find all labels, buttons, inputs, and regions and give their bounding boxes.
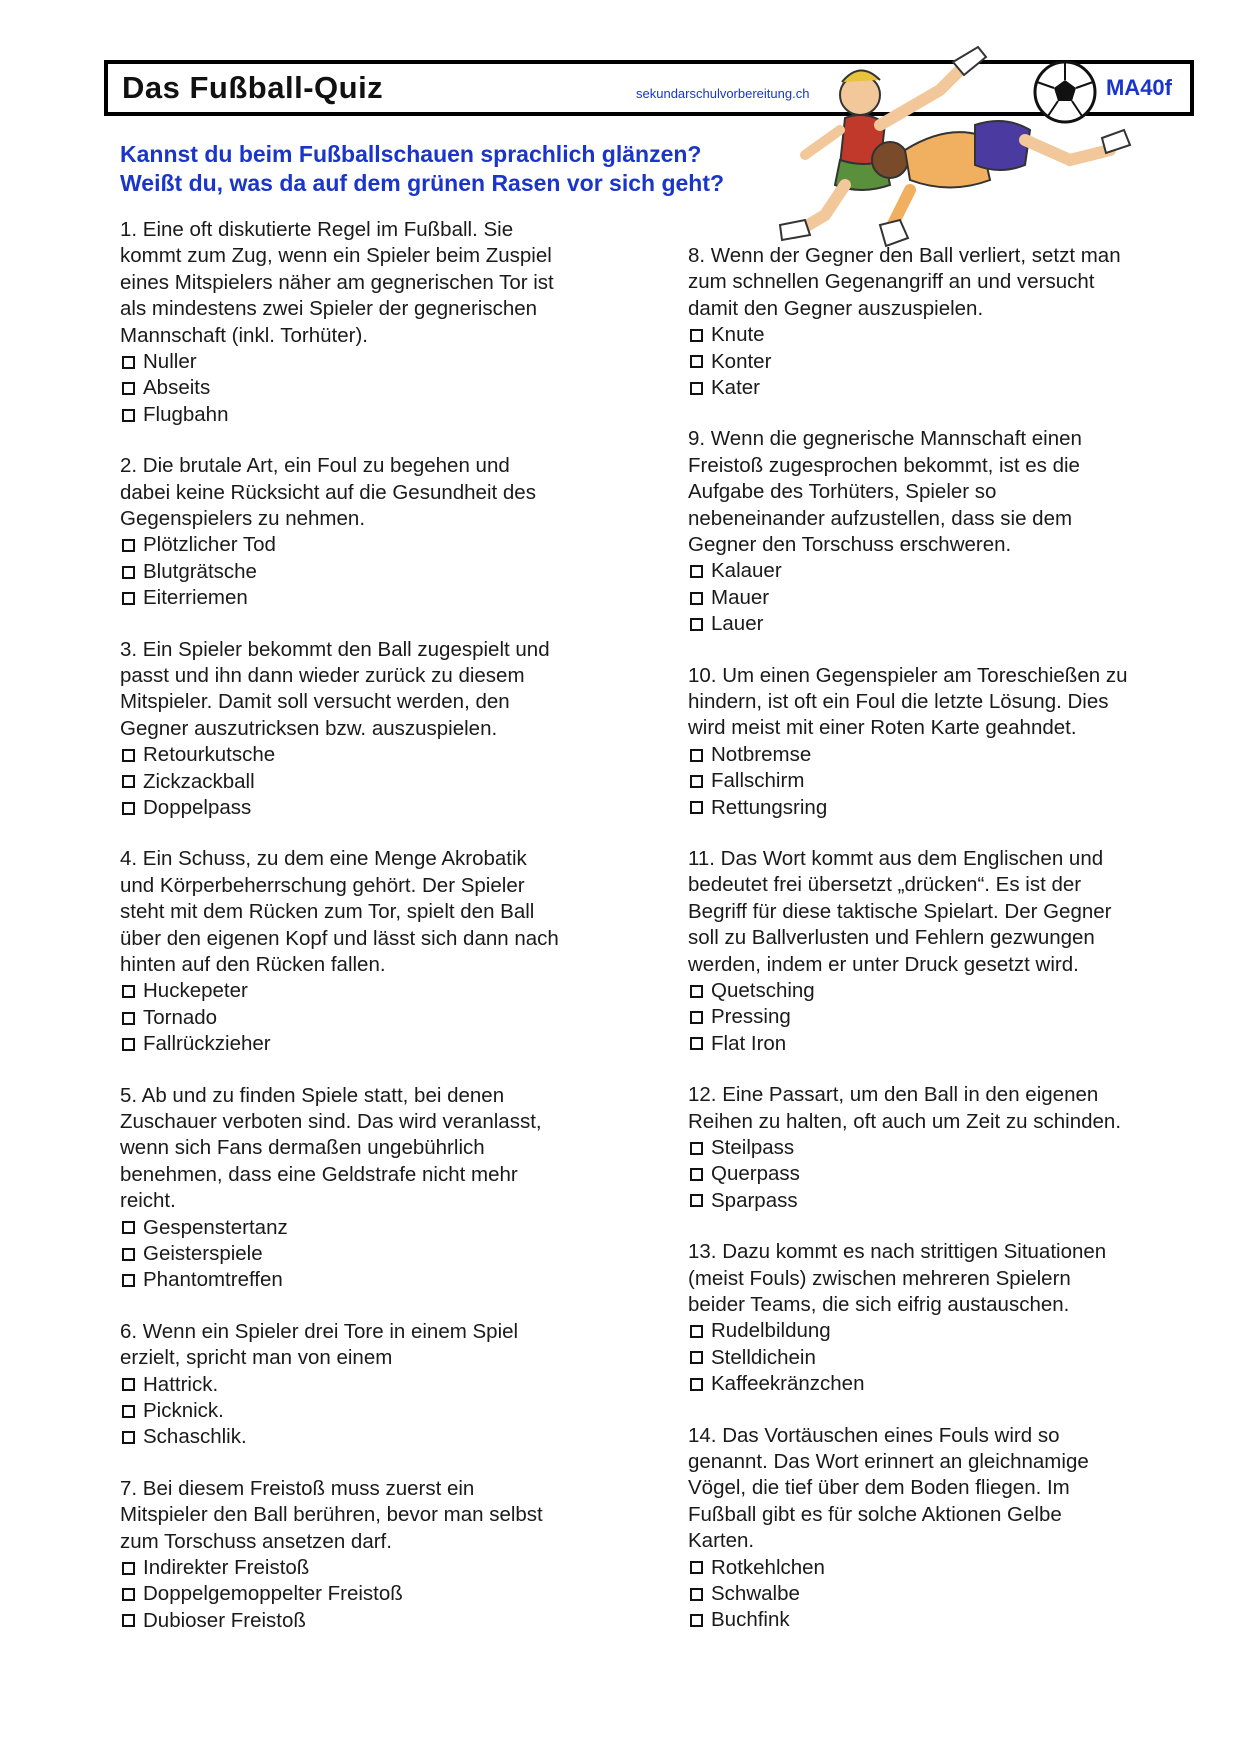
question-text-line: 8. Wenn der Gegner den Ball verliert, setzt man: [688, 244, 1121, 267]
left-column: [120, 217, 640, 1659]
question-text-line: nebeneinander aufzustellen, dass sie dem: [688, 506, 1073, 530]
question-text-line: Vögel, die tief über dem Boden fliegen. Im: [688, 1476, 1070, 1500]
question-text-line: Gegner auszutricksen bzw. auszuspielen.: [120, 716, 498, 740]
question-text-line: 6. Wenn ein Spieler drei Tore in einem Spiel: [120, 1319, 519, 1343]
question-text-line: Reihen zu halten, oft auch um Zeit zu schinden.: [688, 1109, 1122, 1133]
question-1: [120, 217, 640, 428]
question-text-line: wenn sich Fans dermaßen ungebührlich: [120, 1136, 485, 1160]
answer-option-label: Rudelbildung: [711, 1319, 831, 1343]
question-text-line: passt und ihn dann wieder zurück zu diesem: [120, 664, 525, 687]
question-text-line: steht mit dem Rücken zum Tor, spielt den Ball: [120, 900, 535, 924]
checkbox-icon[interactable]: [122, 539, 135, 552]
answer-option-label: Fallschirm: [711, 769, 805, 793]
answer-option-label: Schwalbe: [711, 1581, 800, 1605]
question-text-line: (meist Fouls) zwischen mehreren Spielern: [688, 1266, 1071, 1290]
answer-option[interactable]: [120, 1555, 640, 1581]
question-7: [120, 1476, 640, 1634]
question-text-line: 13. Dazu kommt es nach strittigen Situationen: [688, 1240, 1107, 1264]
question-text-line: Aufgabe des Torhüters, Spieler so: [688, 480, 997, 504]
answer-option[interactable]: [688, 558, 1208, 584]
question-8: [688, 243, 1208, 401]
intro-line-2: Weißt du, was da auf dem grünen Rasen vor sich geht?: [120, 170, 725, 196]
answer-option-label: Picknick.: [143, 1399, 224, 1422]
question-text-line: hinten auf den Rücken fallen.: [120, 953, 386, 977]
question-text-line: wird meist mit einer Roten Karte geahndet.: [688, 716, 1077, 740]
answer-option-label: Flat Iron: [711, 1031, 787, 1055]
checkbox-icon[interactable]: [690, 382, 703, 395]
answer-option-label: Doppelpass: [143, 796, 252, 819]
question-text-line: reicht.: [120, 1189, 176, 1213]
answer-option[interactable]: [120, 1372, 640, 1398]
checkbox-icon[interactable]: [122, 985, 135, 998]
answer-option-label: Buchfink: [711, 1608, 790, 1632]
question-text-line: Mitspieler. Damit soll versucht werden, den: [120, 690, 510, 714]
question-2: [120, 453, 640, 611]
answer-option[interactable]: [120, 585, 640, 611]
answer-option[interactable]: [120, 375, 640, 401]
checkbox-icon[interactable]: [122, 1588, 135, 1601]
answer-option-label: Konter: [711, 349, 772, 373]
question-text-line: Fußball gibt es für solche Aktionen Gelbe: [688, 1502, 1062, 1526]
answer-option-label: Querpass: [711, 1162, 800, 1186]
checkbox-icon[interactable]: [122, 1378, 135, 1391]
checkbox-icon[interactable]: [690, 985, 703, 998]
worksheet-code: MA40f: [1105, 75, 1172, 100]
question-11: [688, 846, 1208, 1057]
answer-option-label: Kaffeekränzchen: [711, 1372, 865, 1396]
checkbox-icon[interactable]: [122, 356, 135, 369]
soccer-players-icon: [770, 40, 1150, 255]
checkbox-icon[interactable]: [690, 1614, 703, 1627]
question-text-line: Zuschauer verboten sind. Das wird veranlasst,: [120, 1110, 542, 1133]
answer-option[interactable]: [688, 1188, 1208, 1214]
answer-option-label: Blutgrätsche: [143, 559, 257, 583]
question-text-line: 7. Bei diesem Freistoß muss zuerst ein: [120, 1476, 475, 1500]
answer-option[interactable]: [120, 1005, 640, 1031]
checkbox-icon[interactable]: [122, 1614, 135, 1627]
answer-option[interactable]: [120, 978, 640, 1004]
answer-option-label: Nuller: [143, 350, 197, 374]
question-3: [120, 637, 640, 822]
answer-option-label: Lauer: [711, 612, 764, 636]
checkbox-icon[interactable]: [690, 1588, 703, 1601]
answer-option[interactable]: [688, 768, 1208, 794]
question-text-line: dabei keine Rücksicht auf die Gesundheit des: [120, 480, 536, 504]
site-url: sekundarschulvorbereitung.ch: [636, 86, 810, 101]
right-column: [688, 243, 1208, 1659]
answer-option[interactable]: [120, 1581, 640, 1607]
checkbox-icon[interactable]: [122, 1274, 135, 1287]
checkbox-icon[interactable]: [690, 1037, 703, 1050]
answer-option[interactable]: [120, 1398, 640, 1424]
checkbox-icon[interactable]: [122, 802, 135, 815]
answer-option-label: Indirekter Freistoß: [143, 1556, 310, 1579]
checkbox-icon[interactable]: [690, 1168, 703, 1181]
checkbox-icon[interactable]: [122, 1562, 135, 1575]
intro: [120, 140, 724, 198]
checkbox-icon[interactable]: [122, 1248, 135, 1261]
question-text-line: 2. Die brutale Art, ein Foul zu begehen und: [120, 454, 510, 478]
answer-option-label: Dubioser Freistoß: [143, 1608, 306, 1632]
answer-option[interactable]: [688, 1371, 1208, 1397]
checkbox-icon[interactable]: [690, 329, 703, 342]
answer-option[interactable]: [120, 1215, 640, 1241]
checkbox-icon[interactable]: [690, 1142, 703, 1155]
question-13: [688, 1239, 1208, 1397]
answer-option-label: Knute: [711, 323, 765, 347]
checkbox-icon[interactable]: [122, 592, 135, 605]
answer-option-label: Huckepeter: [143, 979, 248, 1003]
checkbox-icon[interactable]: [690, 565, 703, 578]
checkbox-icon[interactable]: [690, 1351, 703, 1364]
answer-option-label: Kater: [711, 376, 760, 399]
question-4: [120, 846, 640, 1057]
question-text-line: Begriff für diese taktische Spielart. Der Gegner: [688, 899, 1112, 923]
question-text-line: Karten.: [688, 1529, 755, 1553]
question-text-line: genannt. Das Wort erinnert an gleichnamige: [688, 1449, 1089, 1473]
answer-option[interactable]: [688, 611, 1208, 637]
answer-option-label: Flugbahn: [143, 402, 229, 426]
question-text-line: Gegenspielers zu nehmen.: [120, 507, 366, 531]
answer-option[interactable]: [688, 1345, 1208, 1371]
answer-option[interactable]: [688, 1318, 1208, 1344]
answer-option[interactable]: [688, 1555, 1208, 1581]
checkbox-icon[interactable]: [122, 749, 135, 762]
answer-option[interactable]: [688, 795, 1208, 821]
answer-option-label: Schaschlik.: [143, 1425, 247, 1449]
answer-option-label: Notbremse: [711, 742, 812, 766]
checkbox-icon[interactable]: [690, 1194, 703, 1207]
answer-option-label: Stelldichein: [711, 1345, 816, 1369]
question-text-line: zum Torschuss ansetzen darf.: [120, 1529, 392, 1553]
question-9: [688, 426, 1208, 637]
answer-option[interactable]: [120, 559, 640, 585]
page-title: Das Fußball-Quiz: [122, 70, 384, 105]
checkbox-icon[interactable]: [690, 592, 703, 605]
question-text-line: Mannschaft (inkl. Torhüter).: [120, 323, 369, 347]
checkbox-icon[interactable]: [690, 775, 703, 788]
checkbox-icon[interactable]: [122, 1221, 135, 1234]
answer-option[interactable]: [688, 322, 1208, 348]
answer-option[interactable]: [120, 1031, 640, 1057]
question-text-line: soll zu Ballverlusten und Fehlern gezwungen: [688, 926, 1095, 950]
answer-option[interactable]: [120, 349, 640, 375]
answer-option-label: Steilpass: [711, 1136, 795, 1159]
answer-option[interactable]: [688, 349, 1208, 375]
checkbox-icon[interactable]: [690, 801, 703, 814]
answer-option[interactable]: [120, 769, 640, 795]
answer-option-label: Mauer: [711, 585, 770, 609]
answer-option-label: Rotkehlchen: [711, 1555, 825, 1579]
question-text-line: Mitspieler den Ball berühren, bevor man selbst: [120, 1503, 543, 1527]
answer-option-label: Quetsching: [711, 979, 815, 1003]
question-text-line: 10. Um einen Gegenspieler am Toreschießen zu: [688, 663, 1128, 687]
answer-option-label: Fallrückzieher: [143, 1032, 271, 1056]
checkbox-icon[interactable]: [122, 1431, 135, 1444]
checkbox-icon[interactable]: [122, 382, 135, 395]
question-text-line: beider Teams, die sich eifrig austauschen.: [688, 1292, 1070, 1316]
checkbox-icon[interactable]: [690, 618, 703, 631]
question-text-line: 12. Eine Passart, um den Ball in den eigenen: [688, 1083, 1099, 1107]
question-text-line: und Körperbeherrschung gehört. Der Spieler: [120, 873, 525, 897]
question-text-line: 9. Wenn die gegnerische Mannschaft einen: [688, 427, 1082, 451]
checkbox-icon[interactable]: [690, 1561, 703, 1574]
checkbox-icon[interactable]: [122, 1012, 135, 1025]
answer-option-label: Phantomtreffen: [143, 1268, 283, 1292]
question-text-line: benehmen, dass eine Geldstrafe nicht mehr: [120, 1162, 518, 1186]
question-text-line: als mindestens zwei Spieler der gegnerischen: [120, 297, 538, 321]
question-14: [688, 1423, 1208, 1634]
question-text-line: Gegner den Torschuss erschweren.: [688, 533, 1012, 557]
answer-option[interactable]: [120, 742, 640, 768]
answer-option[interactable]: [688, 1161, 1208, 1187]
answer-option-label: Retourkutsche: [143, 743, 276, 767]
checkbox-icon[interactable]: [122, 566, 135, 579]
intro-line-1: Kannst du beim Fußballschauen sprachlich glänzen?: [120, 141, 702, 167]
answer-option[interactable]: [120, 402, 640, 428]
checkbox-icon[interactable]: [122, 1038, 135, 1051]
answer-option[interactable]: [120, 1608, 640, 1634]
answer-option-label: Gespenstertanz: [143, 1215, 288, 1239]
answer-option[interactable]: [120, 795, 640, 821]
question-10: [688, 663, 1208, 821]
checkbox-icon[interactable]: [122, 775, 135, 788]
answer-option-label: Abseits: [143, 376, 211, 400]
question-text-line: werden, indem er unter Druck gesetzt wird.: [688, 952, 1079, 976]
question-text-line: 4. Ein Schuss, zu dem eine Menge Akrobatik: [120, 847, 527, 871]
answer-option-label: Geisterspiele: [143, 1242, 263, 1266]
answer-option[interactable]: [120, 1424, 640, 1450]
answer-option-label: Tornado: [143, 1005, 218, 1029]
answer-option-label: Plötzlicher Tod: [143, 533, 276, 557]
answer-option-label: Hattrick.: [143, 1372, 219, 1396]
question-text-line: 1. Eine oft diskutierte Regel im Fußball. Sie: [120, 218, 514, 241]
answer-option[interactable]: [688, 1607, 1208, 1633]
answer-option[interactable]: [120, 1241, 640, 1267]
answer-option[interactable]: [688, 1581, 1208, 1607]
checkbox-icon[interactable]: [690, 1325, 703, 1338]
answer-option[interactable]: [120, 532, 640, 558]
question-text-line: Freistoß zugesprochen bekommt, ist es die: [688, 453, 1080, 477]
question-text-line: hindern, ist oft ein Foul die letzte Lösung. Dies: [688, 690, 1109, 713]
answer-option[interactable]: [688, 978, 1208, 1004]
checkbox-icon[interactable]: [690, 1378, 703, 1391]
question-text-line: 11. Das Wort kommt aus dem Englischen und: [688, 846, 1104, 870]
question-text-line: eines Mitspielers näher am gegnerischen Tor ist: [120, 270, 554, 294]
answer-option-label: Kalauer: [711, 559, 782, 583]
answer-option[interactable]: [688, 1135, 1208, 1161]
answer-option-label: Zickzackball: [143, 769, 255, 793]
question-text-line: zum schnellen Gegenangriff an und versucht: [688, 270, 1095, 294]
question-text-line: erzielt, spricht man von einem: [120, 1346, 393, 1370]
question-text-line: 5. Ab und zu finden Spiele statt, bei denen: [120, 1083, 505, 1107]
answer-option[interactable]: [688, 375, 1208, 401]
answer-option-label: Pressing: [711, 1005, 791, 1029]
checkbox-icon[interactable]: [690, 1011, 703, 1024]
answer-option-label: Rettungsring: [711, 795, 828, 819]
answer-option-label: Eiterriemen: [143, 586, 248, 610]
answer-option-label: Doppelgemoppelter Freistoß: [143, 1582, 403, 1606]
answer-option[interactable]: [688, 1004, 1208, 1030]
answer-option[interactable]: [120, 1267, 640, 1293]
checkbox-icon[interactable]: [122, 409, 135, 422]
question-text-line: damit den Gegner auszuspielen.: [688, 296, 984, 320]
question-5: [120, 1083, 640, 1294]
question-text-line: über den eigenen Kopf und lässt sich dann nach: [120, 926, 559, 950]
checkbox-icon[interactable]: [122, 1405, 135, 1418]
checkbox-icon[interactable]: [690, 749, 703, 762]
answer-option[interactable]: [688, 1031, 1208, 1057]
answer-option-label: Sparpass: [711, 1188, 798, 1212]
question-text-line: 14. Das Vortäuschen eines Fouls wird so: [688, 1423, 1060, 1447]
question-text-line: kommt zum Zug, wenn ein Spieler beim Zuspiel: [120, 244, 552, 268]
question-12: [688, 1082, 1208, 1214]
question-6: [120, 1319, 640, 1451]
checkbox-icon[interactable]: [690, 355, 703, 368]
question-text-line: bedeutet frei übersetzt „drücken“. Es ist der: [688, 873, 1082, 897]
question-text-line: 3. Ein Spieler bekommt den Ball zugespielt und: [120, 637, 550, 661]
answer-option[interactable]: [688, 585, 1208, 611]
answer-option[interactable]: [688, 742, 1208, 768]
